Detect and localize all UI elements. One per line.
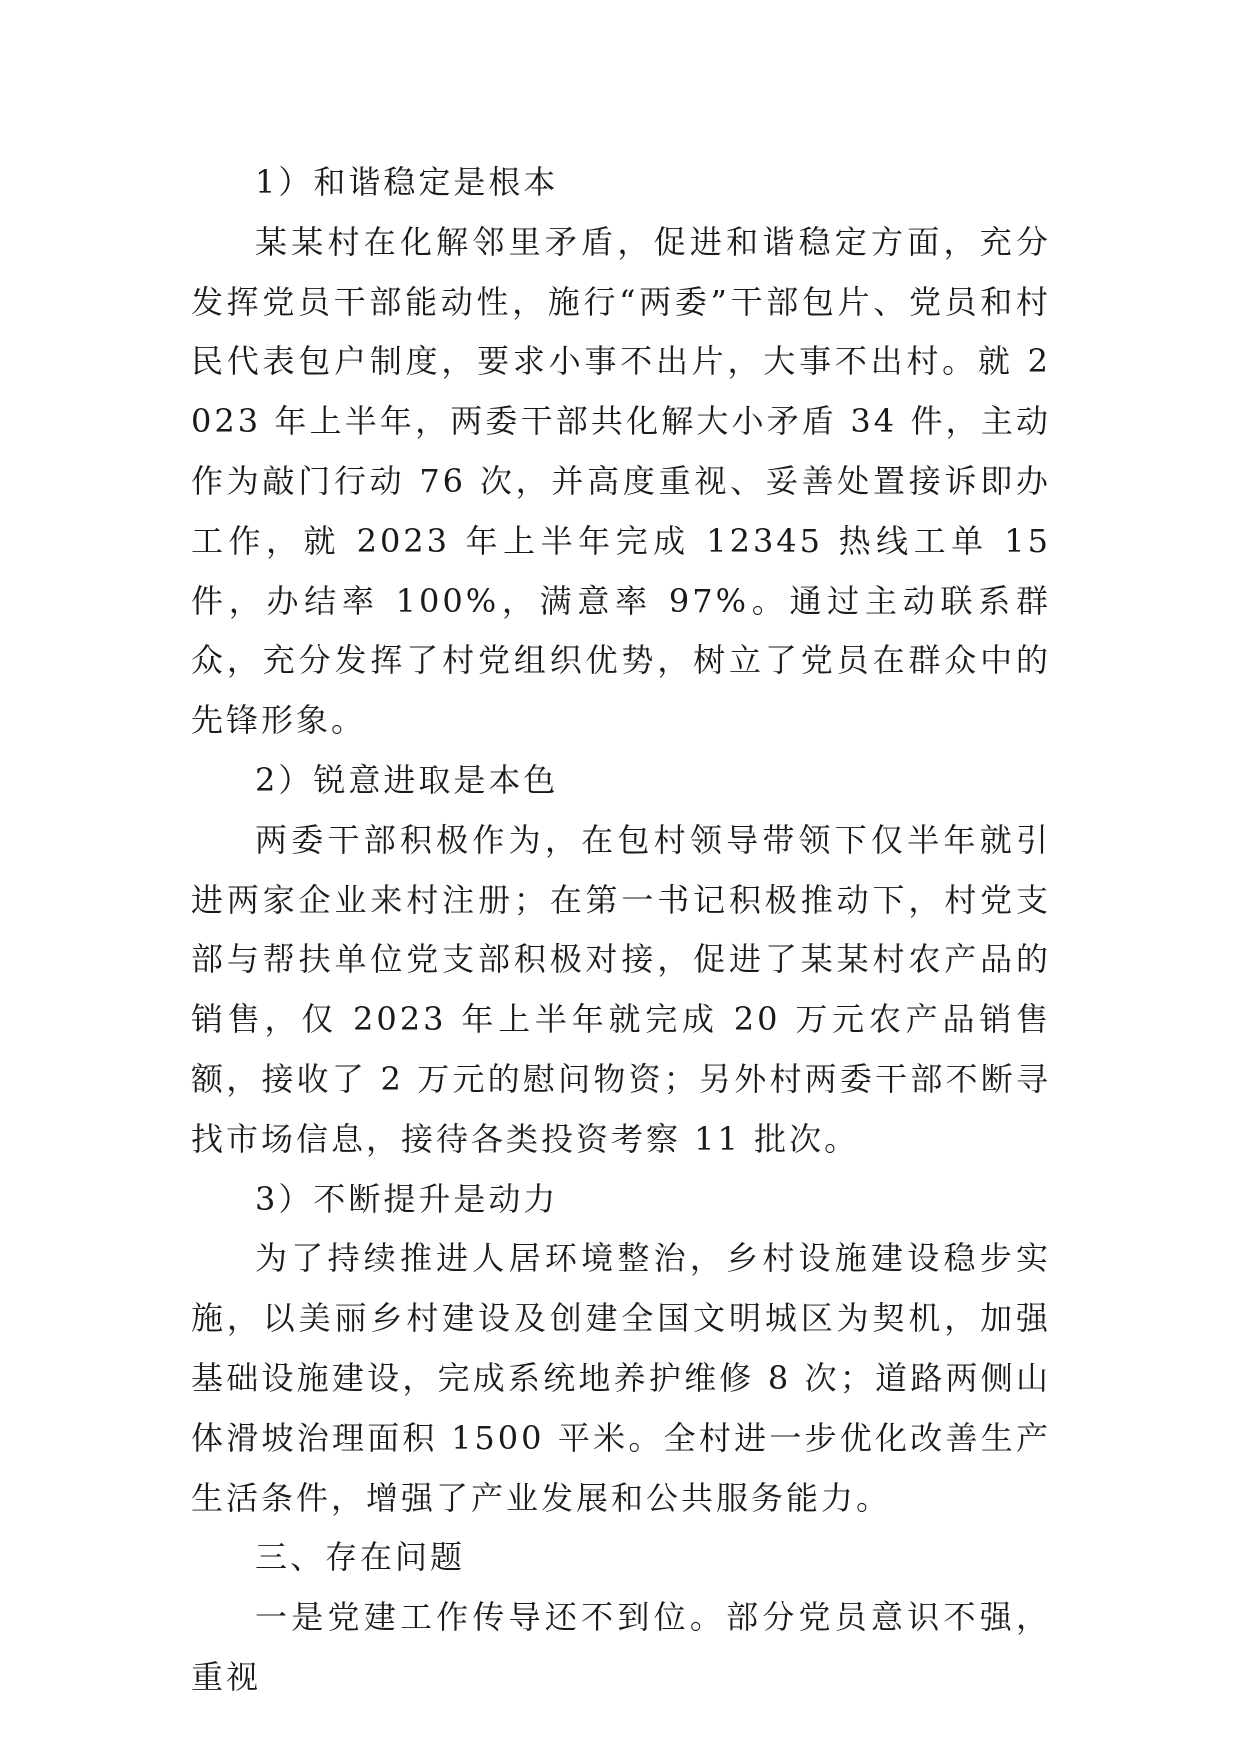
section-heading-problems: 三、存在问题 xyxy=(255,1538,466,1577)
section-heading-progress: 2）锐意进取是本色 xyxy=(255,760,559,799)
paragraph-harmony: 某某村在化解邻里矛盾，促进和谐稳定方面，充分发挥党员干部能动性，施行“两委”干部包片、党员和村民代表包户制度，要求小事不出片，大事不出村。就 2023 年上半年，两委干部共化解大小矛盾 34 件，主动作为敲门行动 76 次，并高度重视、妥善处置接诉即办工作，就 2023 年上半年完成 12345 热线工单 15 件，办结率 100%，满意率 97%。通过主动联系群众，充分发挥了村党组织优势，树立了党员在群众中的先锋形象。 xyxy=(191,222,1051,740)
paragraph-problems: 一是党建工作传导还不到位。部分党员意识不强，重视 xyxy=(191,1598,1051,1696)
document-body xyxy=(191,153,1051,1708)
section-heading-improvement: 3）不断提升是动力 xyxy=(255,1179,559,1218)
paragraph-improvement: 为了持续推进人居环境整治，乡村设施建设稳步实施，以美丽乡村建设及创建全国文明城区为契机，加强基础设施建设，完成系统地养护维修 8 次；道路两侧山体滑坡治理面积 1500 平米。全村进一步优化改善生产生活条件，增强了产业发展和公共服务能力。 xyxy=(191,1239,1051,1517)
paragraph-progress: 两委干部积极作为，在包村领导带领下仅半年就引进两家企业来村注册；在第一书记积极推动下，村党支部与帮扶单位党支部积极对接，促进了某某村农产品的销售，仅 2023 年上半年就完成 20 万元农产品销售额，接收了 2 万元的慰问物资；另外村两委干部不断寻找市场信息，接待各类投资考察 11 批次。 xyxy=(191,820,1051,1158)
section-heading-harmony: 1）和谐稳定是根本 xyxy=(255,163,559,201)
